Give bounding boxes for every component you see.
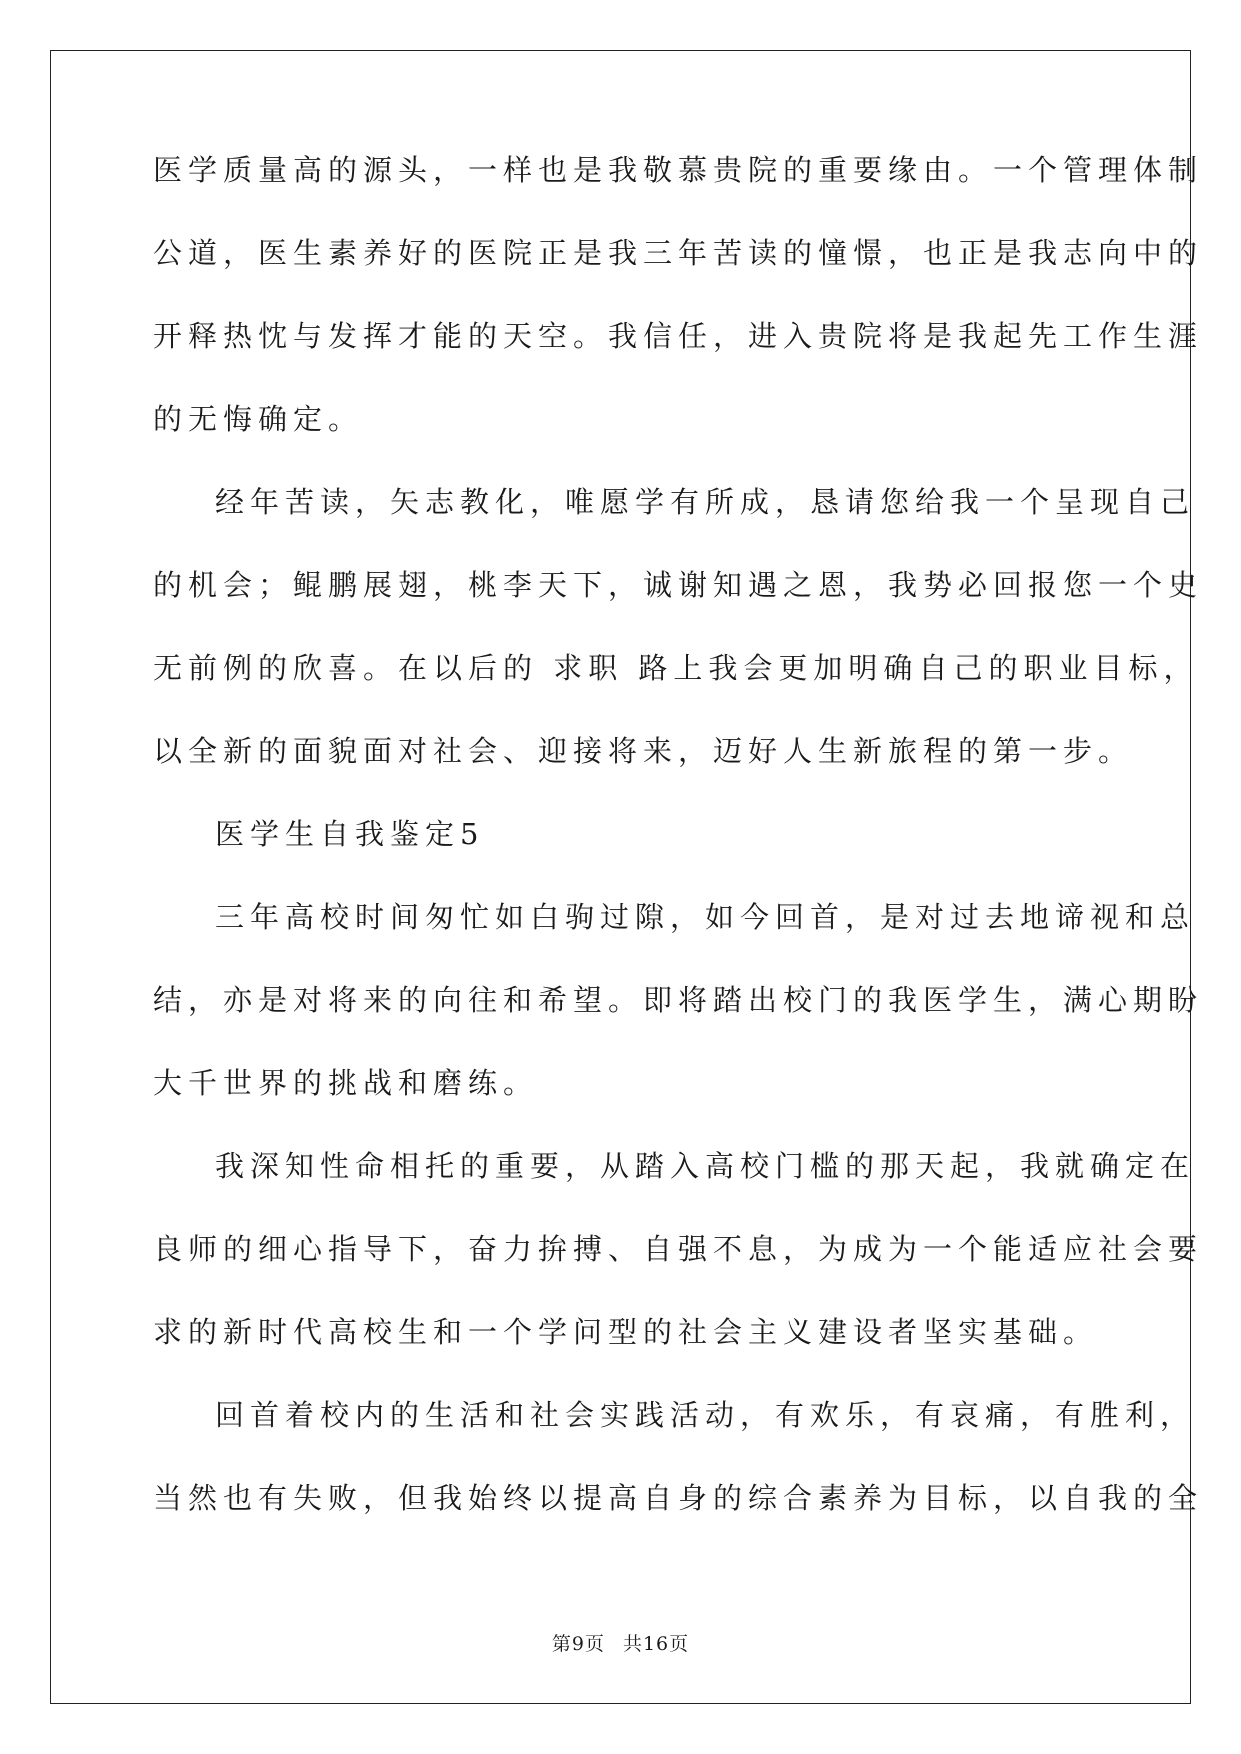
text-line: 良师的细心指导下，奋力拚搏、自强不息，为成为一个能适应社会要 — [153, 1232, 1204, 1266]
text-line: 回首着校内的生活和社会实践活动，有欢乐，有哀痛，有胜利， — [215, 1398, 1196, 1432]
text-line: 无前例的欣喜。在以后的 求职 路上我会更加明确自己的职业目标， — [153, 651, 1199, 685]
text-line: 的无悔确定。 — [153, 402, 364, 436]
text-line: 的机会；鲲鹏展翅，桃李天下，诚谢知遇之恩，我势必回报您一个史 — [153, 568, 1204, 602]
page-total: 共16页 — [622, 1633, 690, 1655]
section-heading: 医学生自我鉴定5 — [215, 817, 485, 851]
text-line: 我深知性命相托的重要，从踏入高校门槛的那天起，我就确定在 — [215, 1149, 1196, 1183]
text-line: 医学质量高的源头，一样也是我敬慕贵院的重要缘由。一个管理体制 — [153, 153, 1204, 187]
text-line: 当然也有失败，但我始终以提高自身的综合素养为目标，以自我的全 — [153, 1481, 1204, 1515]
text-line: 大千世界的挑战和磨练。 — [153, 1066, 539, 1100]
text-line: 结，亦是对将来的向往和希望。即将踏出校门的我医学生，满心期盼 — [153, 983, 1204, 1017]
page-footer — [0, 1632, 1241, 1656]
text-line: 求的新时代高校生和一个学问型的社会主义建设者坚实基础。 — [153, 1315, 1099, 1349]
document-body — [153, 152, 1204, 1563]
page-number: 第9页 — [551, 1633, 605, 1655]
text-line: 经年苦读，矢志教化，唯愿学有所成，恳请您给我一个呈现自己 — [215, 485, 1196, 519]
text-line: 公道，医生素养好的医院正是我三年苦读的憧憬，也正是我志向中的 — [153, 236, 1204, 270]
text-line: 开释热忱与发挥才能的天空。我信任，进入贵院将是我起先工作生涯 — [153, 319, 1204, 353]
text-line: 三年高校时间匆忙如白驹过隙，如今回首，是对过去地谛视和总 — [215, 900, 1196, 934]
text-line: 以全新的面貌面对社会、迎接将来，迈好人生新旅程的第一步。 — [153, 734, 1134, 768]
